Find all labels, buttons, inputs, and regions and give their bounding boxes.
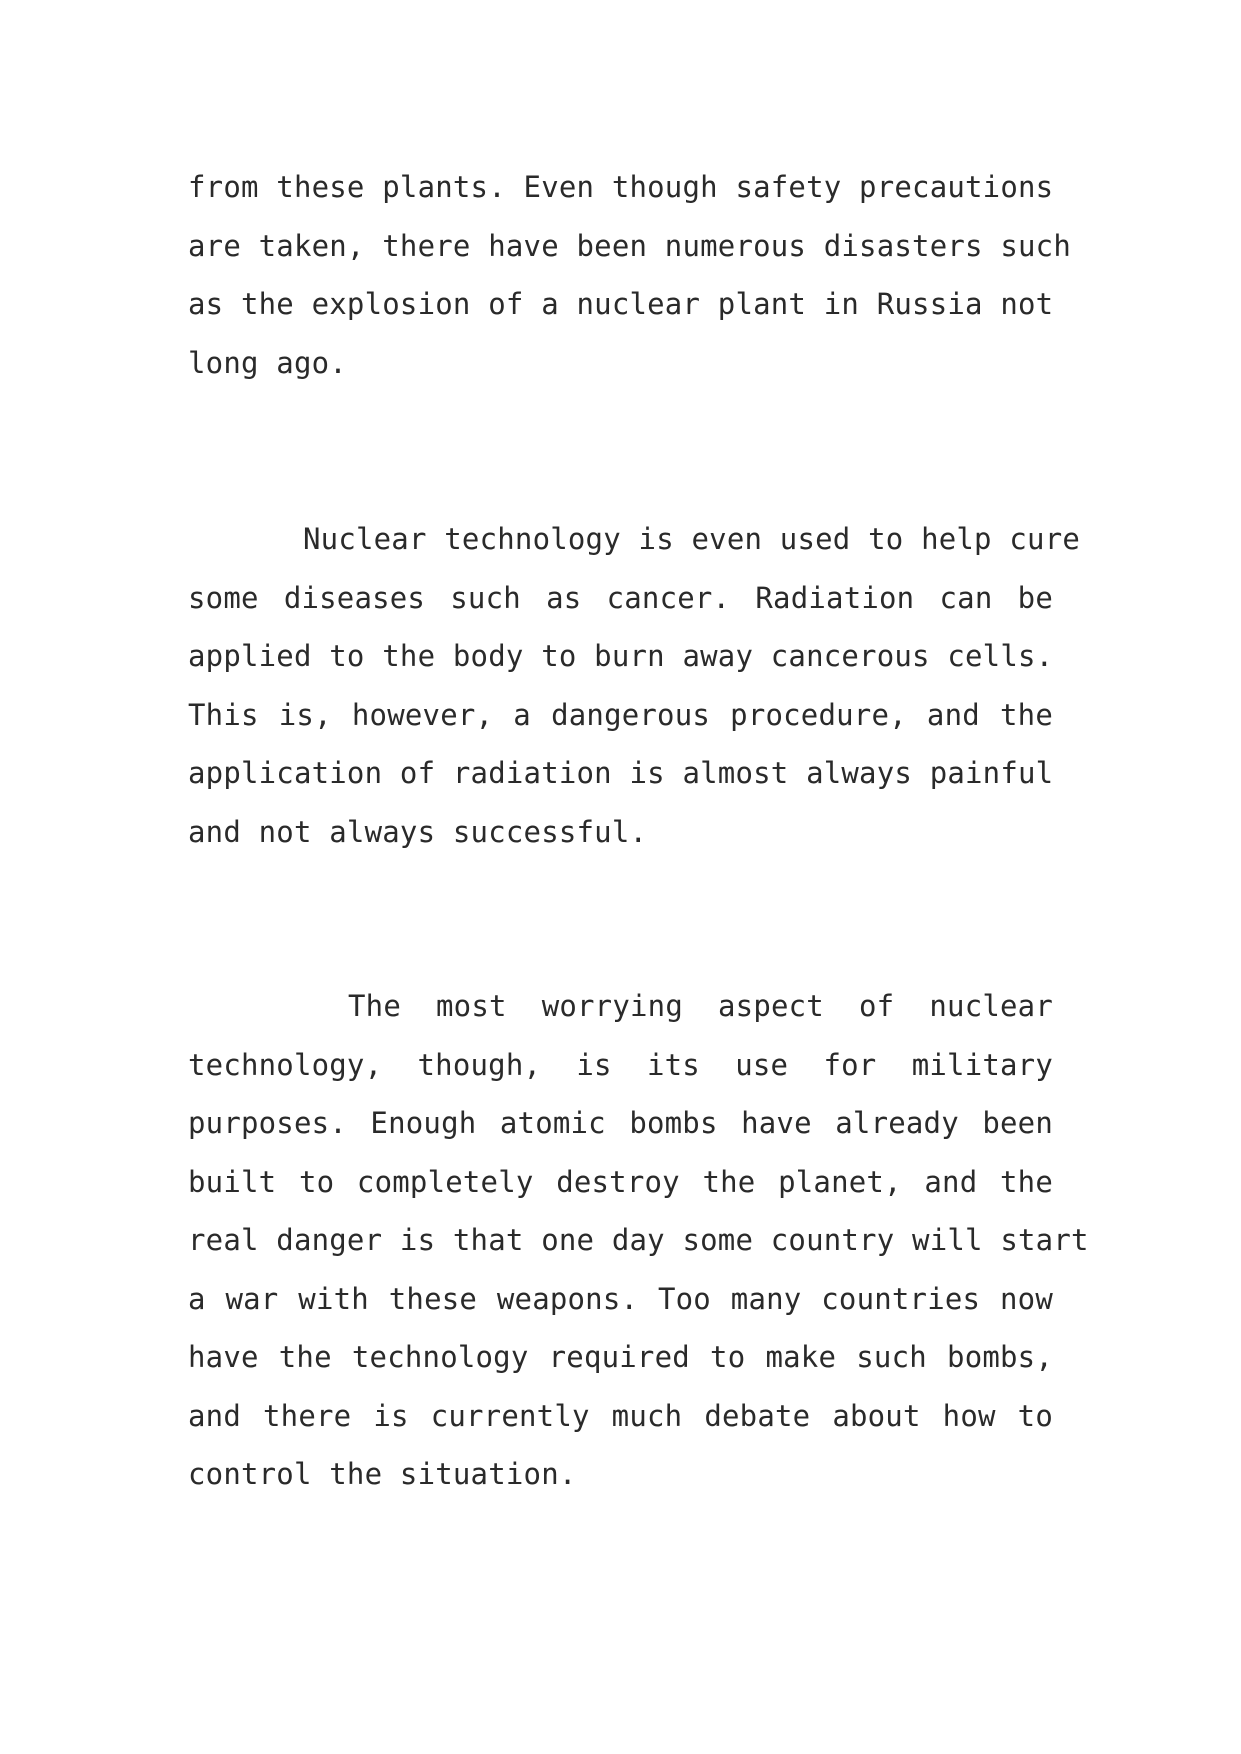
paragraph-line: Nuclear technology is even used to help cure <box>303 522 1081 556</box>
paragraph-line: as the explosion of a nuclear plant in Russia not <box>188 287 1054 321</box>
paragraph-line: and there is currently much debate about how to <box>188 1398 1053 1433</box>
paragraph-line: built to completely destroy the planet, and the <box>188 1164 1053 1199</box>
paragraph-line: This is, however, a dangerous procedure, and the <box>188 697 1053 732</box>
paragraph-line: real danger is that one day some country will start <box>188 1223 1089 1257</box>
paragraph-line: purposes. Enough atomic bombs have already been <box>188 1106 1053 1140</box>
paragraph-line: The most worrying aspect of nuclear <box>348 989 1053 1023</box>
paragraph-line: from these plants. Even though safety precautions <box>188 170 1054 204</box>
paragraph-line: long ago. <box>188 345 347 380</box>
paragraph-line: have the technology required to make such bombs, <box>188 1340 1053 1374</box>
paragraph-line: a war with these weapons. Too many countries now <box>188 1281 1053 1316</box>
paragraph-line: and not always successful. <box>188 814 648 849</box>
paragraph-1 <box>188 158 1071 392</box>
paragraph-line: are taken, there have been numerous disasters such <box>188 228 1071 263</box>
paragraph-line: some diseases such as cancer. Radiation can be <box>188 580 1053 615</box>
paragraph-line: control the situation. <box>188 1457 577 1491</box>
paragraph-line: applied to the body to burn away cancerous cells. <box>188 639 1054 673</box>
paragraph-line: application of radiation is almost always painful <box>188 756 1054 790</box>
paragraph-3 <box>188 977 1089 1504</box>
paragraph-2 <box>188 510 1081 861</box>
paragraph-line: technology, though, is its use for military <box>188 1047 1053 1082</box>
